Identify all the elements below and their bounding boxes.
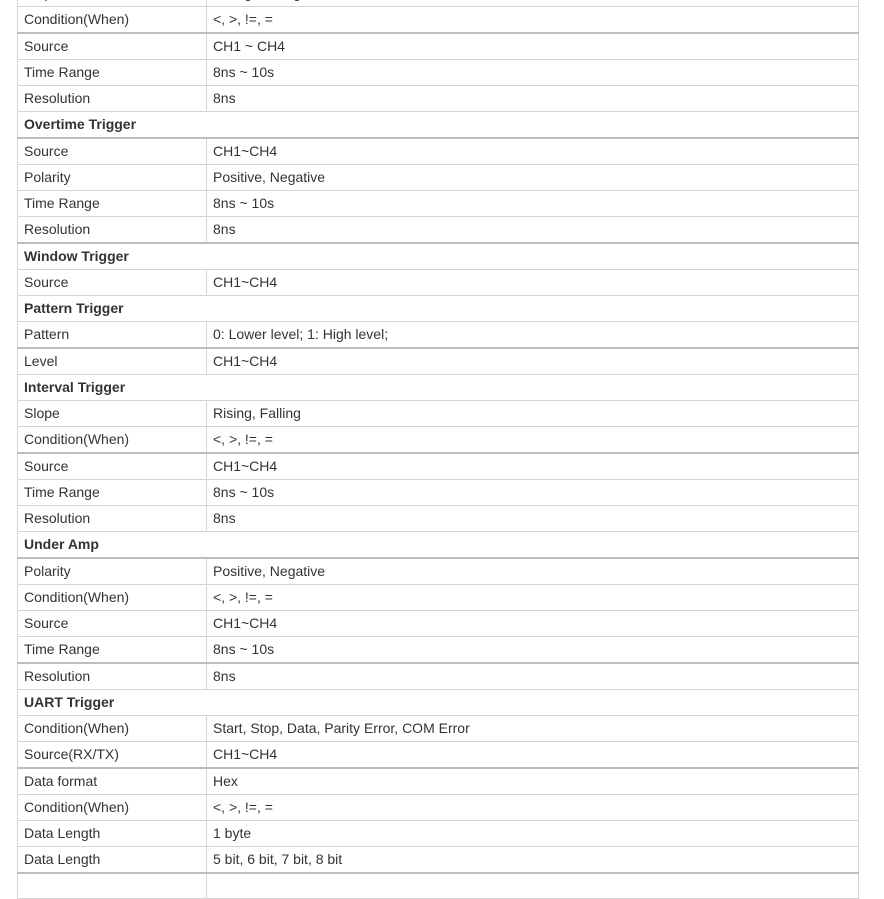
- spec-label: Source: [18, 138, 207, 165]
- spec-row: [18, 663, 859, 690]
- spec-label: Data Length: [18, 847, 207, 874]
- spec-row: [18, 191, 859, 217]
- spec-label: Condition(When): [18, 427, 207, 454]
- spec-value: 8ns ~ 10s: [207, 191, 859, 217]
- spec-value: 8ns: [207, 506, 859, 532]
- spec-label: [18, 873, 207, 898]
- spec-value: <, >, !=, =: [207, 7, 859, 34]
- spec-label: Condition(When): [18, 716, 207, 742]
- spec-value: CH1~CH4: [207, 742, 859, 769]
- spec-label: Level: [18, 348, 207, 375]
- spec-value: CH1~CH4: [207, 611, 859, 637]
- spec-row: [18, 138, 859, 165]
- spec-label: Resolution: [18, 86, 207, 112]
- section-title: Overtime Trigger: [18, 112, 859, 139]
- spec-value: Hex: [207, 768, 859, 795]
- spec-value: 8ns: [207, 217, 859, 244]
- spec-value: CH1~CH4: [207, 138, 859, 165]
- spec-label: Source(RX/TX): [18, 742, 207, 769]
- spec-label: Time Range: [18, 480, 207, 506]
- section-header-row: [18, 532, 859, 559]
- spec-label: Slope: [18, 401, 207, 427]
- section-header-row: [18, 112, 859, 139]
- spec-row: [18, 847, 859, 874]
- spec-label: Source: [18, 453, 207, 480]
- section-title: Pattern Trigger: [18, 296, 859, 322]
- spec-row: [18, 217, 859, 244]
- spec-row: [18, 60, 859, 86]
- spec-value: Positive, Negative: [207, 165, 859, 191]
- section-header-row: [18, 690, 859, 716]
- spec-value: 8ns ~ 10s: [207, 637, 859, 664]
- spec-row: [18, 795, 859, 821]
- section-title: Window Trigger: [18, 243, 859, 270]
- spec-row: [18, 506, 859, 532]
- spec-label: Time Range: [18, 191, 207, 217]
- spec-row: [18, 348, 859, 375]
- spec-row: [18, 558, 859, 585]
- spec-label: Source: [18, 611, 207, 637]
- spec-row: [18, 322, 859, 349]
- spec-label: Resolution: [18, 506, 207, 532]
- spec-value: 1 byte: [207, 821, 859, 847]
- section-header-row: [18, 243, 859, 270]
- spec-label: Polarity: [18, 558, 207, 585]
- spec-value: 8ns: [207, 86, 859, 112]
- section-title: UART Trigger: [18, 690, 859, 716]
- spec-row: [18, 873, 859, 898]
- spec-value: 0: Lower level; 1: High level;: [207, 322, 859, 349]
- spec-value: Positive, Negative: [207, 558, 859, 585]
- spec-table-body: [18, 0, 859, 898]
- spec-value: Rising, Falling: [207, 401, 859, 427]
- spec-label: Resolution: [18, 217, 207, 244]
- spec-value: Start, Stop, Data, Parity Error, COM Error: [207, 716, 859, 742]
- spec-row: [18, 453, 859, 480]
- spec-row: [18, 427, 859, 454]
- spec-value: CH1~CH4: [207, 270, 859, 296]
- spec-label: Pattern: [18, 322, 207, 349]
- spec-row: [18, 768, 859, 795]
- spec-row: [18, 33, 859, 60]
- spec-row: [18, 742, 859, 769]
- spec-value: 8ns ~ 10s: [207, 60, 859, 86]
- spec-value: <, >, !=, =: [207, 427, 859, 454]
- spec-label: Condition(When): [18, 7, 207, 34]
- spec-value: CH1 ~ CH4: [207, 33, 859, 60]
- spec-value: 5 bit, 6 bit, 7 bit, 8 bit: [207, 847, 859, 874]
- section-header-row: [18, 296, 859, 322]
- spec-row: [18, 821, 859, 847]
- spec-row: [18, 637, 859, 664]
- spec-label: Time Range: [18, 637, 207, 664]
- spec-value: CH1~CH4: [207, 348, 859, 375]
- spec-value: 8ns ~ 10s: [207, 480, 859, 506]
- spec-value: 8ns: [207, 663, 859, 690]
- spec-row: [18, 7, 859, 34]
- spec-row: [18, 480, 859, 506]
- spec-label: Data Length: [18, 821, 207, 847]
- section-title: Under Amp: [18, 532, 859, 559]
- section-header-row: [18, 375, 859, 401]
- spec-row: [18, 401, 859, 427]
- spec-row: [18, 270, 859, 296]
- spec-value: <, >, !=, =: [207, 795, 859, 821]
- spec-row: [18, 165, 859, 191]
- spec-row: [18, 585, 859, 611]
- spec-value: <, >, !=, =: [207, 585, 859, 611]
- section-title: Interval Trigger: [18, 375, 859, 401]
- spec-value: [207, 873, 859, 898]
- spec-table: [17, 0, 859, 899]
- spec-label: Source: [18, 33, 207, 60]
- spec-label: Data format: [18, 768, 207, 795]
- spec-label: Polarity: [18, 165, 207, 191]
- spec-label: Resolution: [18, 663, 207, 690]
- spec-label: Source: [18, 270, 207, 296]
- spec-label: Condition(When): [18, 585, 207, 611]
- spec-value: CH1~CH4: [207, 453, 859, 480]
- spec-row: [18, 716, 859, 742]
- spec-label: Time Range: [18, 60, 207, 86]
- spec-row: [18, 86, 859, 112]
- spec-label: Condition(When): [18, 795, 207, 821]
- spec-row: [18, 611, 859, 637]
